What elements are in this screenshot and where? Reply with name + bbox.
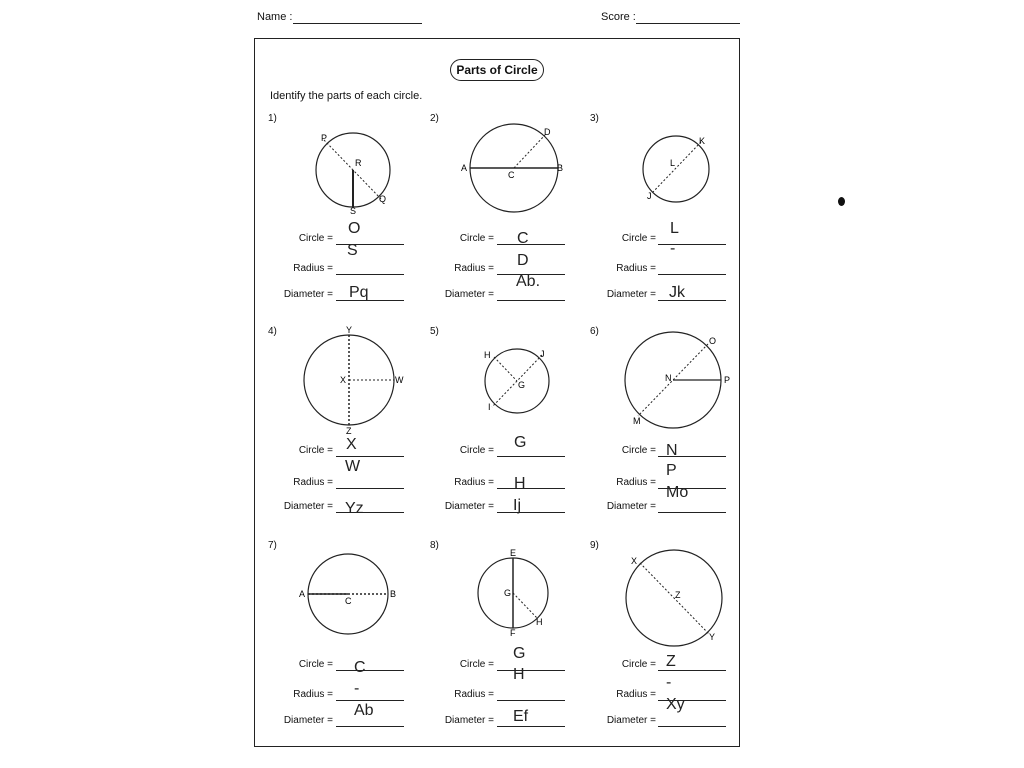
radius-label: Radius = <box>454 263 494 274</box>
circle-figure <box>300 125 410 220</box>
point-label: M <box>633 416 641 426</box>
point-label: I <box>488 402 491 412</box>
circle-answer-line[interactable] <box>336 670 404 671</box>
point-label: O <box>709 336 717 346</box>
point-label: F <box>510 628 516 638</box>
point-label: W <box>395 375 404 385</box>
worksheet-title: Parts of Circle <box>450 59 544 81</box>
point-label: Z <box>675 590 681 600</box>
radius-answer-line[interactable] <box>336 274 404 275</box>
circle-label: Circle = <box>298 233 333 244</box>
diameter-label: Diameter = <box>606 289 656 300</box>
radius-label: Radius = <box>616 263 656 274</box>
point-label: S <box>350 206 357 216</box>
radius-answer-line[interactable] <box>336 700 404 701</box>
circle-figure <box>480 345 560 420</box>
diameter-answer-line[interactable] <box>497 300 565 301</box>
point-label: P <box>724 375 731 385</box>
circle-answer-line[interactable] <box>658 244 726 245</box>
name-field[interactable] <box>293 23 422 24</box>
handwritten-answer: Mo <box>666 484 689 501</box>
diameter-label: Diameter = <box>606 715 656 726</box>
circle-answer-line[interactable] <box>497 670 565 671</box>
handwritten-answer: W <box>345 458 361 475</box>
diameter-answer-line[interactable] <box>658 512 726 513</box>
handwritten-answer: Ij <box>513 497 521 514</box>
handwritten-answer: Z <box>666 653 676 670</box>
handwritten-answer: L <box>670 220 679 237</box>
diameter-label: Diameter = <box>283 289 333 300</box>
handwritten-answer: C <box>354 659 366 676</box>
circle-label: Circle = <box>621 659 656 670</box>
radius-answer-line[interactable] <box>497 488 565 489</box>
diameter-label: Diameter = <box>444 501 494 512</box>
problem-number: 1) <box>268 113 277 124</box>
handwritten-answer: Jk <box>669 284 685 301</box>
point-label: P <box>321 133 328 143</box>
diameter-label: Diameter = <box>444 715 494 726</box>
handwritten-answer: H <box>513 666 525 683</box>
handwritten-answer: S <box>347 242 358 259</box>
problem-number: 6) <box>590 326 599 337</box>
problem-number: 7) <box>268 540 277 551</box>
diameter-answer-line[interactable] <box>336 726 404 727</box>
problem-number: 4) <box>268 326 277 337</box>
circle-figure <box>297 550 407 640</box>
problem-number: 3) <box>590 113 599 124</box>
circle-figure <box>640 132 720 207</box>
diameter-label: Diameter = <box>283 715 333 726</box>
diameter-label: Diameter = <box>283 501 333 512</box>
handwritten-answer: - <box>354 680 360 697</box>
point-label: X <box>340 375 347 385</box>
radius-label: Radius = <box>616 477 656 488</box>
point-label: K <box>699 136 706 146</box>
point-label: A <box>461 163 468 173</box>
circle-label: Circle = <box>459 233 494 244</box>
circle-label: Circle = <box>621 233 656 244</box>
handwritten-answer: G <box>514 434 527 451</box>
point-label: D <box>544 127 551 137</box>
radius-label: Radius = <box>454 477 494 488</box>
point-label: L <box>670 158 676 168</box>
circle-answer-line[interactable] <box>497 244 565 245</box>
problem-number: 2) <box>430 113 439 124</box>
point-label: G <box>518 380 526 390</box>
score-label: Score : <box>601 11 636 23</box>
circle-figure <box>298 325 413 435</box>
point-label: H <box>484 350 491 360</box>
point-label: Y <box>346 325 353 335</box>
radius-answer-line[interactable] <box>658 274 726 275</box>
problem-number: 5) <box>430 326 439 337</box>
handwritten-answer: Xy <box>666 696 685 713</box>
point-label: Z <box>346 426 352 436</box>
problem-number: 9) <box>590 540 599 551</box>
point-label: C <box>508 170 515 180</box>
point-label: J <box>647 191 652 201</box>
point-label: Y <box>709 632 716 642</box>
point-label: A <box>299 589 306 599</box>
circle-figure <box>475 548 560 640</box>
handwritten-answer: X <box>346 436 357 453</box>
radius-label: Radius = <box>616 689 656 700</box>
point-label: H <box>536 617 543 627</box>
diameter-answer-line[interactable] <box>497 512 565 513</box>
circle-label: Circle = <box>459 659 494 670</box>
point-label: E <box>510 548 517 558</box>
diameter-answer-line[interactable] <box>658 726 726 727</box>
handwritten-answer: H <box>514 475 526 492</box>
point-label: B <box>557 163 564 173</box>
point-label: R <box>355 158 362 168</box>
problem-number: 8) <box>430 540 439 551</box>
circle-answer-line[interactable] <box>336 456 404 457</box>
circle-label: Circle = <box>298 659 333 670</box>
stray-mark <box>838 197 845 206</box>
circle-figure <box>458 120 573 220</box>
circle-label: Circle = <box>621 445 656 456</box>
score-field[interactable] <box>636 23 740 24</box>
handwritten-answer: Yz <box>345 500 364 517</box>
handwritten-answer: C <box>517 230 529 247</box>
name-label: Name : <box>257 11 293 23</box>
point-label: C <box>345 596 352 606</box>
radius-label: Radius = <box>293 689 333 700</box>
radius-answer-line[interactable] <box>336 488 404 489</box>
handwritten-answer: G <box>513 645 526 662</box>
diameter-label: Diameter = <box>444 289 494 300</box>
handwritten-answer: Ef <box>513 708 529 725</box>
handwritten-answer: O <box>348 220 361 237</box>
handwritten-answer: N <box>666 442 678 459</box>
point-label: Q <box>379 194 387 204</box>
circle-figure <box>620 330 740 430</box>
circle-figure <box>620 548 730 648</box>
diameter-answer-line[interactable] <box>497 726 565 727</box>
radius-answer-line[interactable] <box>497 700 565 701</box>
handwritten-answer: - <box>670 240 676 257</box>
point-label: G <box>504 588 512 598</box>
point-label: N <box>665 373 672 383</box>
diameter-label: Diameter = <box>606 501 656 512</box>
handwritten-answer: - <box>666 674 672 691</box>
instructions: Identify the parts of each circle. <box>270 90 423 102</box>
circle-answer-line[interactable] <box>497 456 565 457</box>
point-label: B <box>390 589 397 599</box>
circle-label: Circle = <box>459 445 494 456</box>
radius-label: Radius = <box>454 689 494 700</box>
handwritten-answer: D <box>517 252 529 269</box>
circle-label: Circle = <box>298 445 333 456</box>
point-label: X <box>631 556 638 566</box>
point-label: J <box>540 349 545 359</box>
handwritten-answer: Ab <box>354 702 374 719</box>
diameter-answer-line[interactable] <box>336 300 404 301</box>
handwritten-answer: Ab. <box>516 273 541 290</box>
radius-label: Radius = <box>293 477 333 488</box>
handwritten-answer: Pq <box>349 284 369 301</box>
handwritten-answer: P <box>666 462 677 479</box>
radius-label: Radius = <box>293 263 333 274</box>
